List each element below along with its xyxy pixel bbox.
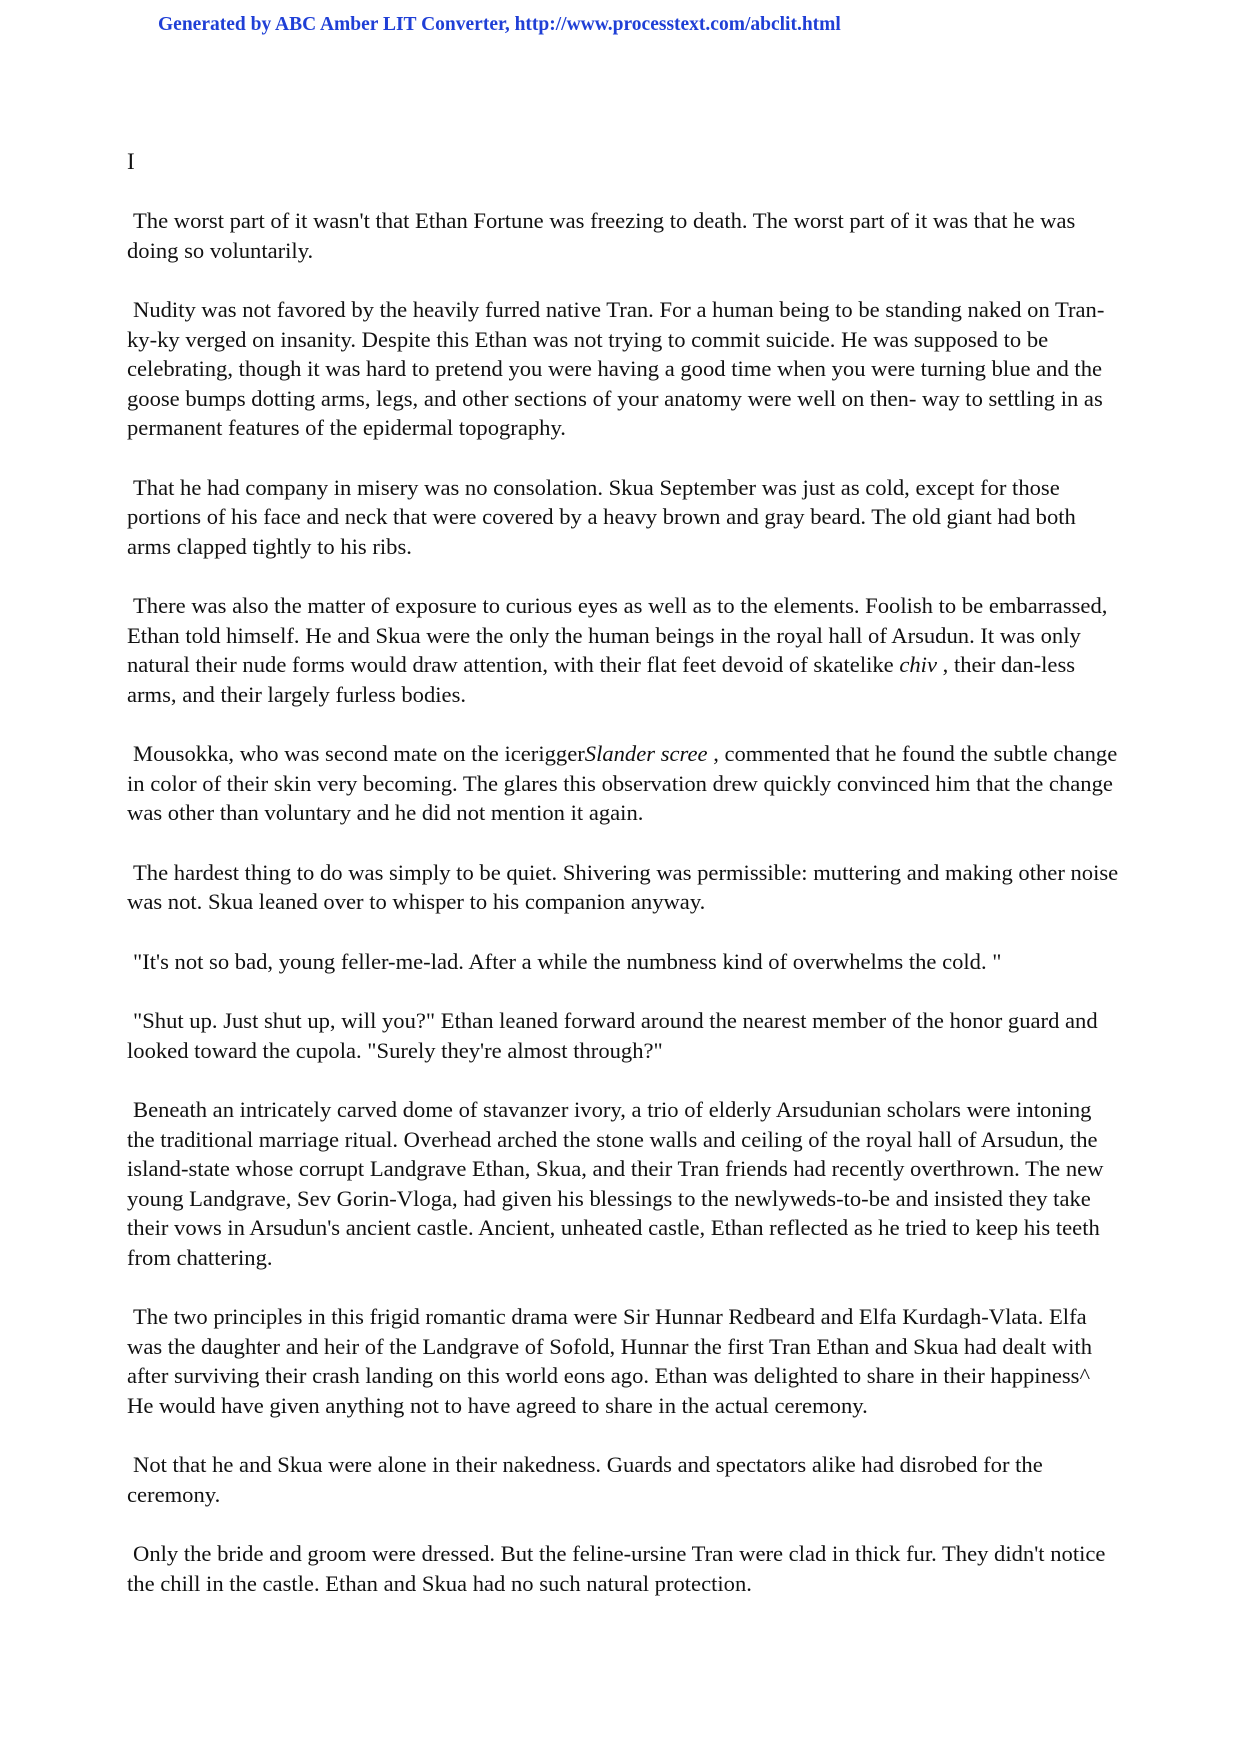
paragraph: "It's not so bad, young feller-me-lad. After a while the numbness kind of overwhelms the cold. ": [133, 948, 1002, 974]
converter-banner: Generated by ABC Amber LIT Converter, http://www.processtext.com/abclit.html: [158, 14, 841, 35]
paragraph: Only the bride and groom were dressed. But the feline-ursine Tran were clad in thick fur. They didn't notice the chill in the castle. Ethan and Skua had no such natural protection.: [127, 1541, 1106, 1596]
paragraph: The worst part of it wasn't that Ethan Fortune was freezing to death. The worst part of it was that he was doing so voluntarily.: [127, 208, 1076, 263]
paragraph: The hardest thing to do was simply to be quiet. Shivering was permissible: muttering and making other noise was not. Skua leaned over to whisper to his companion anyway.: [127, 859, 1119, 914]
paragraph: Nudity was not favored by the heavily furred native Tran. For a human being to be standing naked on Tran-ky-ky verged on insanity. Despite this Ethan was not trying to commit suicide. He was supposed to be celebrating, though it was hard to pretend you were having a good time when you were turning blue and the goose bumps dotting arms, legs, and other sections of your anatomy were well on then- way to settling in as permanent features of the epidermal topography.: [127, 297, 1105, 440]
chapter-heading: I: [127, 149, 135, 174]
paragraph: Not that he and Skua were alone in their nakedness. Guards and spectators alike had disrobed for the ceremony.: [127, 1452, 1043, 1507]
paragraph: The two principles in this frigid romantic drama were Sir Hunnar Redbeard and Elfa Kurdagh-Vlata. Elfa was the daughter and heir of the Landgrave of Sofold, Hunnar the first Tran Ethan and Skua had dealt with after surviving their crash landing on this world eons ago. Ethan was delighted to share in their happiness^ He would have given anything not to have agreed to share in the actual ceremony.: [127, 1304, 1093, 1418]
paragraph: That he had company in misery was no consolation. Skua September was just as cold, except for those portions of his face and neck that were covered by a heavy brown and gray beard. The old giant had both arms clapped tightly to his ribs.: [127, 474, 1076, 559]
story-text: [127, 206, 1122, 1628]
italic-term: chiv: [899, 652, 937, 677]
paragraph: Mousokka, who was second mate on the iceriggerSlander scree , commented that he found the subtle change in color of their skin very becoming. The glares this observation drew quickly convinced him that the change was other than voluntary and he did not mention it again.: [127, 741, 1118, 825]
paragraph: "Shut up. Just shut up, will you?" Ethan leaned forward around the nearest member of the honor guard and looked toward the cupola. "Surely they're almost through?": [127, 1008, 1098, 1063]
paragraph: There was also the matter of exposure to curious eyes as well as to the elements. Foolish to be embarrassed, Ethan told himself. He and Skua were the only the human beings in the royal hall of Arsudun. It was only natural their nude forms would draw attention, with their flat feet devoid of skatelike chiv , their dan-less arms, and their largely furless bodies.: [127, 593, 1108, 707]
ship-name: Slander scree: [584, 741, 708, 766]
paragraph: Beneath an intricately carved dome of stavanzer ivory, a trio of elderly Arsudunian scholars were intoning the traditional marriage ritual. Overhead arched the stone walls and ceiling of the royal hall of Arsudun, the island-state whose corrupt Landgrave Ethan, Skua, and their Tran friends had recently overthrown. The new young Landgrave, Sev Gorin-Vloga, had given his blessings to the newlyweds-to-be and insisted they take their vows in Arsudun's ancient castle. Ancient, unheated castle, Ethan reflected as he tried to keep his teeth from chattering.: [127, 1097, 1104, 1270]
